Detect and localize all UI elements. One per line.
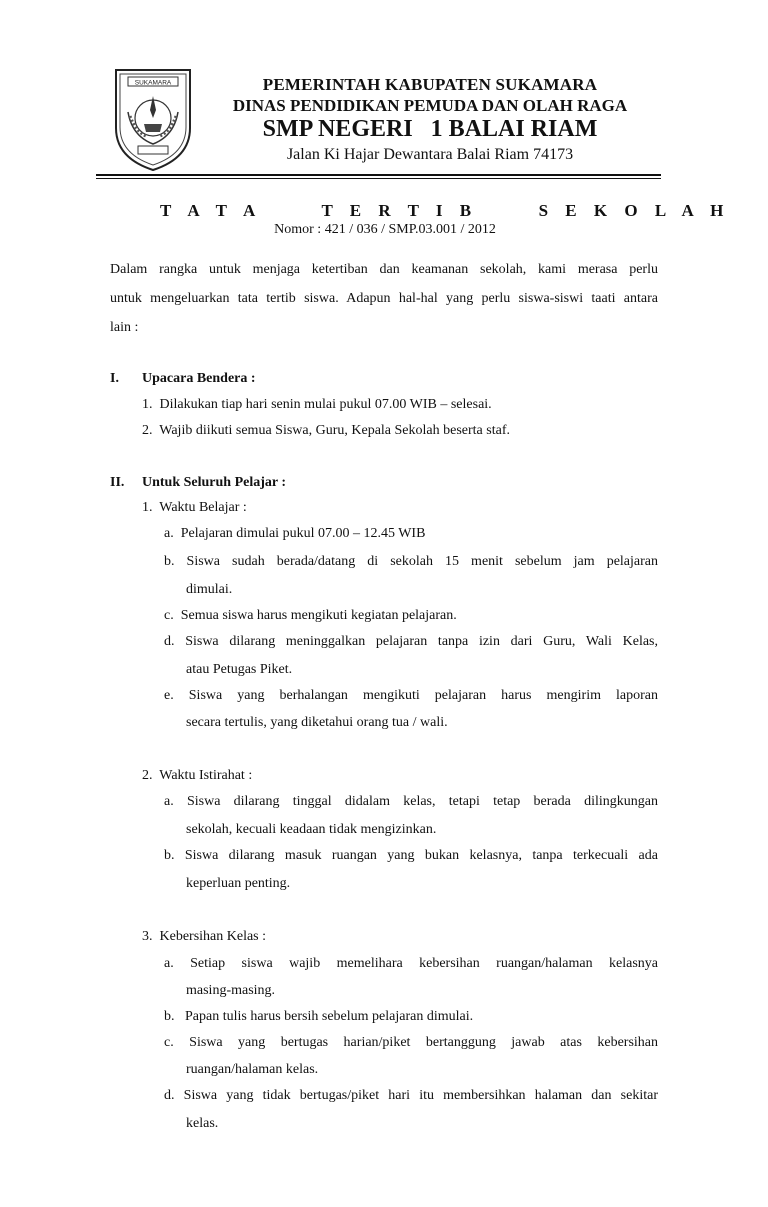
sub-2-item-a-line-2: sekolah, kecuali keadaan tidak mengizinkan.	[186, 822, 437, 837]
sub-1-item-d-line-1: d. Siswa dilarang meninggalkan pelajaran tanpa izin dari Guru, Wali Kelas,	[164, 634, 658, 649]
section-2-heading: Untuk Seluruh Pelajar :	[142, 475, 287, 490]
sub-1-item-d-line-2: atau Petugas Piket.	[186, 662, 293, 677]
sub-2-item-b-line-1: b. Siswa dilarang masuk ruangan yang bukan kelasnya, tanpa terkecuali ada	[164, 848, 658, 863]
intro-line-2: untuk mengeluarkan tata tertib siswa. Adapun hal-hal yang perlu siswa-siswi taati antara	[110, 291, 658, 306]
intro-line-1: Dalam rangka untuk menjaga ketertiban dan keamanan sekolah, kami merasa perlu	[110, 262, 658, 277]
sub-1-item-e-line-1: e. Siswa yang berhalangan mengikuti pelajaran harus mengirim laporan	[164, 688, 658, 703]
section-1-numeral: I.	[110, 371, 119, 386]
sub-1-item-e-line-2: secara tertulis, yang diketahui orang tua / wali.	[186, 715, 448, 730]
sub-2-item-a-line-1: a. Siswa dilarang tinggal didalam kelas, tetapi tetap berada dilingkungan	[164, 794, 658, 809]
section-1-heading: Upacara Bendera :	[142, 371, 256, 386]
sub-3-item-a-line-2: masing-masing.	[186, 983, 276, 998]
sub-1-item-b-line-1: b. Siswa sudah berada/datang di sekolah 15 menit sebelum jam pelajaran	[164, 554, 658, 569]
header-rule-thick	[96, 174, 661, 176]
header-address: Jalan Ki Hajar Dewantara Balai Riam 74173	[286, 146, 574, 163]
header-rule-thin	[96, 178, 661, 179]
sub-3-item-b: b. Papan tulis harus bersih sebelum pelajaran dimulai.	[164, 1009, 474, 1024]
sub-3-label: 3. Kebersihan Kelas :	[142, 929, 267, 944]
header-school-name: SMP NEGERI 1 BALAI RIAM	[262, 116, 598, 142]
emblem-label: SUKAMARA	[134, 79, 172, 87]
sub-1-item-a: a. Pelajaran dimulai pukul 07.00 – 12.45 WIB	[164, 526, 426, 541]
sub-2-item-b-line-2: keperluan penting.	[186, 876, 291, 891]
sub-3-item-c-line-1: c. Siswa yang bertugas harian/piket bertanggung jawab atas kebersihan	[164, 1035, 658, 1050]
section-1-item-1: 1. Dilakukan tiap hari senin mulai pukul 07.00 WIB – selesai.	[142, 397, 492, 412]
sub-1-item-c: c. Semua siswa harus mengikuti kegiatan pelajaran.	[164, 608, 457, 623]
sub-3-item-a-line-1: a. Setiap siswa wajib memelihara kebersihan ruangan/halaman kelasnya	[164, 956, 658, 971]
sub-1-label: 1. Waktu Belajar :	[142, 500, 247, 515]
header-government: PEMERINTAH KABUPATEN SUKAMARA	[262, 75, 598, 94]
intro-line-3: lain :	[110, 320, 139, 335]
sub-3-item-c-line-2: ruangan/halaman kelas.	[186, 1062, 319, 1077]
document-number: Nomor : 421 / 036 / SMP.03.001 / 2012	[274, 222, 496, 237]
sub-3-item-d-line-1: d. Siswa yang tidak bertugas/piket hari itu membersihkan halaman dan sekitar	[164, 1088, 658, 1103]
sub-3-item-d-line-2: kelas.	[186, 1116, 219, 1131]
section-2-numeral: II.	[110, 475, 125, 490]
section-1-item-2: 2. Wajib diikuti semua Siswa, Guru, Kepala Sekolah beserta staf.	[142, 423, 510, 438]
header-department: DINAS PENDIDIKAN PEMUDA DAN OLAH RAGA	[232, 96, 628, 115]
sub-2-label: 2. Waktu Istirahat :	[142, 768, 253, 783]
sub-1-item-b-line-2: dimulai.	[186, 582, 233, 597]
document-title: T A T A T E R T I B S E K O L A H	[160, 201, 724, 220]
